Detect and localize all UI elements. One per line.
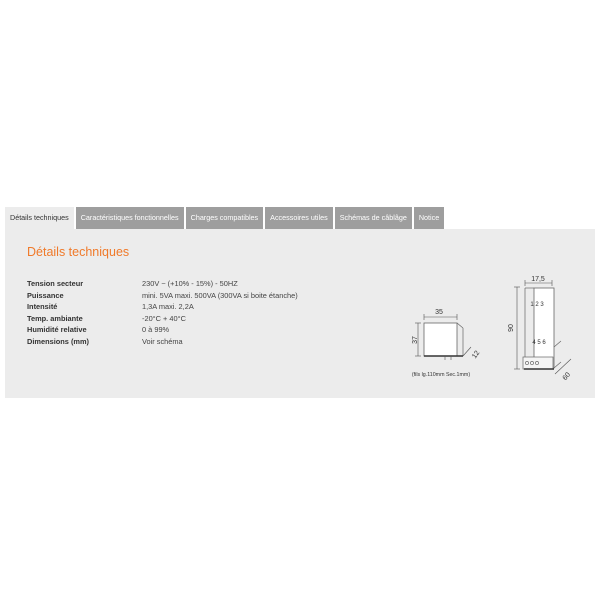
tab-charges-compatibles[interactable]: Charges compatibles bbox=[186, 207, 264, 229]
terminals-top-label: 1 2 3 bbox=[530, 302, 544, 308]
tabbed-panel bbox=[5, 207, 595, 398]
dimension-schema bbox=[5, 229, 595, 398]
terminals-bottom-label: 4 5 6 bbox=[532, 340, 546, 346]
spec-label: Humidité relative bbox=[27, 325, 87, 334]
front-height-label: 37 bbox=[412, 336, 419, 344]
spec-label: Tension secteur bbox=[27, 279, 84, 288]
tab-caracteristiques[interactable]: Caractéristiques fonctionnelles bbox=[76, 207, 184, 229]
spec-value: 1,3A maxi. 2,2A bbox=[142, 302, 194, 311]
spec-value: 230V ~ (+10% - 15%) - 50HZ bbox=[142, 279, 238, 288]
spec-value: Voir schéma bbox=[142, 336, 183, 346]
side-height-label: 90 bbox=[508, 324, 515, 332]
side-view-drawing bbox=[508, 276, 572, 382]
spec-label: Dimensions (mm) bbox=[27, 336, 90, 346]
spec-label: Puissance bbox=[27, 290, 64, 300]
spec-label: Intensité bbox=[27, 302, 58, 311]
wire-caption: (fils lg.110mm Sec.1mm) bbox=[411, 372, 471, 378]
spec-value: 0 à 99% bbox=[142, 325, 170, 334]
spec-value: -20°C + 40°C bbox=[142, 313, 186, 323]
tab-bar bbox=[5, 207, 595, 229]
side-top-label: 17,5 bbox=[531, 276, 545, 283]
side-depth-label: 60 bbox=[561, 371, 573, 382]
tab-schemas-cablage[interactable]: Schémas de câblâge bbox=[335, 207, 412, 229]
spec-label: Temp. ambiante bbox=[27, 313, 83, 323]
tab-accessoires-utiles[interactable]: Accessoires utiles bbox=[265, 207, 333, 229]
front-width-label: 35 bbox=[435, 309, 443, 316]
front-depth-label: 12 bbox=[471, 349, 482, 361]
section-title: Détails techniques bbox=[27, 245, 130, 259]
tab-notice[interactable]: Notice bbox=[414, 207, 444, 229]
tab-content bbox=[5, 229, 595, 398]
spec-value: mini. 5VA maxi. 500VA (300VA si boite étanche) bbox=[142, 290, 298, 300]
front-view-drawing bbox=[412, 309, 481, 378]
tab-details-techniques[interactable]: Détails techniques bbox=[5, 207, 74, 229]
